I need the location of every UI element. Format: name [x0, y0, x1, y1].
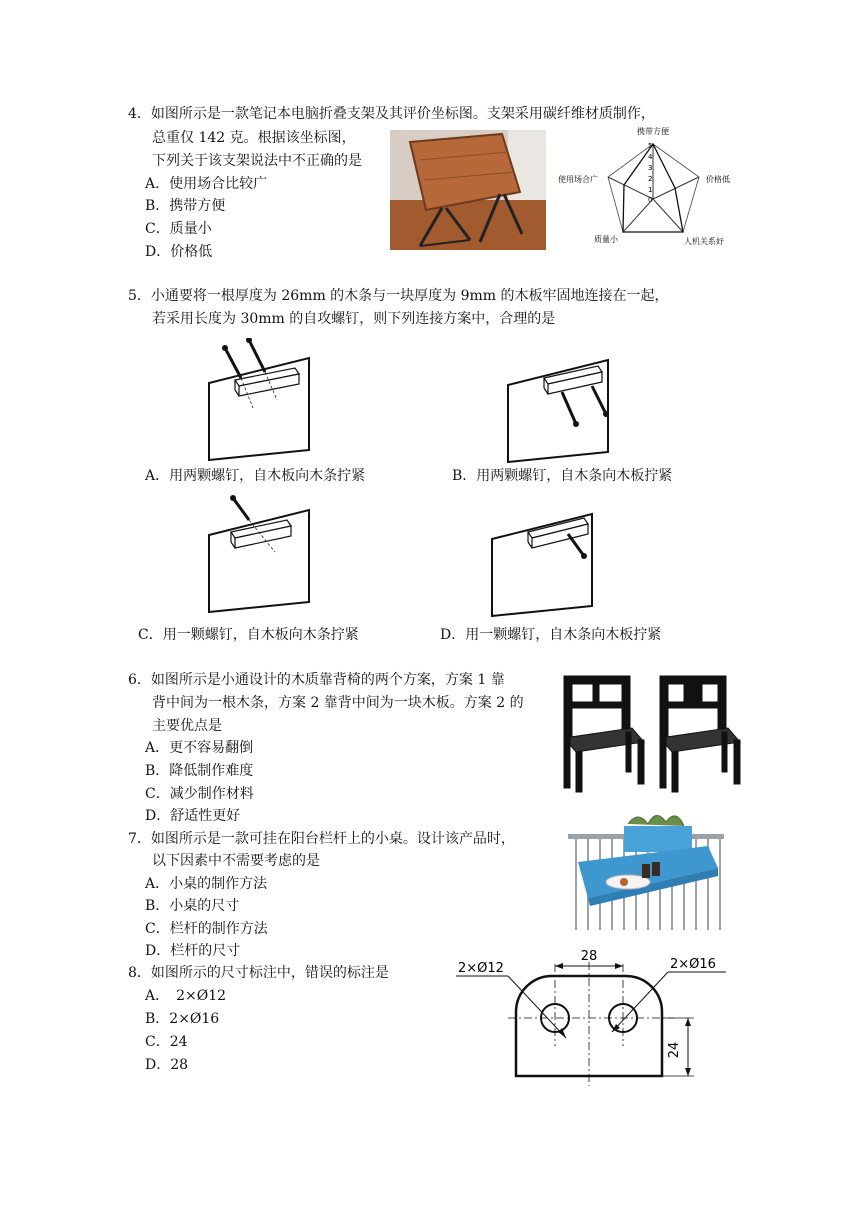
radar-tick-1: 1 [648, 186, 653, 194]
radar-tick-2: 2 [648, 175, 653, 183]
chair-designs-figure [560, 672, 742, 794]
q4-option-c: C．质量小 [145, 221, 212, 237]
q6-option-b: B．降低制作难度 [145, 763, 254, 779]
balcony-table-photo [568, 806, 724, 930]
q8-option-b: B．2×Ø16 [145, 1011, 220, 1027]
radar-tick-4: 4 [648, 153, 653, 161]
chair-design-2 [660, 676, 740, 792]
q8-option-d: D．28 [145, 1057, 189, 1073]
q5-stem-line-2: 若采用长度为 30mm 的自攻螺钉，则下列连接方案中，合理的是 [152, 311, 556, 327]
q6-option-d: D．舒适性更好 [145, 808, 241, 824]
q8-option-c: C．24 [145, 1034, 188, 1050]
q7-stem-line-2: 以下因素中不需要考虑的是 [152, 853, 320, 869]
laptop-stand-photo [390, 130, 546, 250]
q6-option-a: A．更不容易翻倒 [145, 740, 254, 756]
q4-option-b: B．携带方便 [145, 198, 226, 214]
q7-option-d: D．栏杆的尺寸 [145, 943, 241, 959]
radar-tick-0: 0 [648, 196, 653, 204]
q6-stem-line-3: 主要优点是 [152, 718, 222, 734]
q6-stem-line-2: 背中间为一根木条，方案 2 靠背中间为一块木板。方案 2 的 [152, 695, 524, 711]
q7-option-b: B．小桌的尺寸 [145, 898, 240, 914]
q5-stem-line-1: 5．小通要将一根厚度为 26mm 的木条与一块厚度为 9mm 的木板牢固地连接在一起， [128, 288, 669, 304]
evaluation-radar-chart [556, 122, 740, 252]
dimension-drawing [452, 942, 730, 1088]
radar-axis-label-ergonomics: 人机关系好 [684, 237, 724, 246]
q4-stem-line-1: 4．如图所示是一款笔记本电脑折叠支架及其评价坐标图。支架采用碳纤维材质制作， [128, 106, 655, 122]
q5-figure-c [205, 490, 315, 615]
q5-option-d: D．用一颗螺钉，自木条向木板拧紧 [440, 627, 662, 643]
radar-tick-3: 3 [648, 164, 653, 172]
q7-option-a: A．小桌的制作方法 [145, 876, 268, 892]
chair-design-1 [564, 676, 644, 792]
q5-option-c: C．用一颗螺钉，自木板向木条拧紧 [138, 627, 359, 643]
q6-stem-line-1: 6．如图所示是小通设计的木质靠背椅的两个方案，方案 1 靠 [128, 672, 505, 688]
radar-axis-label-weight: 质量小 [594, 235, 618, 244]
radar-axis-label-price: 价格低 [706, 175, 730, 184]
q7-stem-line-1: 7．如图所示是一款可挂在阳台栏杆上的小桌。设计该产品时， [128, 831, 515, 847]
q5-option-b: B．用两颗螺钉，自木条向木板拧紧 [452, 468, 673, 484]
dim-label-28: 28 [580, 949, 598, 964]
radar-tick-5: 5 [648, 142, 653, 150]
q8-option-a: A． 2×Ø12 [145, 988, 227, 1004]
label-2x-dia12: 2×Ø12 [458, 961, 504, 976]
q6-option-c: C．减少制作材料 [145, 786, 254, 802]
radar-axis-label-versatility: 使用场合广 [558, 175, 598, 184]
q4-stem-line-3: 下列关于该支架说法中不正确的是 [152, 153, 362, 169]
q8-stem-line-1: 8．如图所示的尺寸标注中，错误的标注是 [128, 965, 389, 981]
q5-figure-b [504, 340, 614, 463]
radar-axis-label-portability: 携带方便 [637, 127, 669, 136]
q5-option-a: A．用两颗螺钉，自木板向木条拧紧 [145, 468, 366, 484]
q5-figure-d [488, 494, 598, 617]
q4-option-a: A．使用场合比较广 [145, 176, 268, 192]
q7-option-c: C．栏杆的制作方法 [145, 921, 268, 937]
q4-stem-line-2: 总重仅 142 克。根据该坐标图， [152, 130, 356, 146]
dim-label-24: 24 [667, 1041, 682, 1059]
q5-figure-a [205, 338, 315, 463]
label-2x-dia16: 2×Ø16 [670, 957, 716, 972]
q4-option-d: D．价格低 [145, 244, 213, 260]
